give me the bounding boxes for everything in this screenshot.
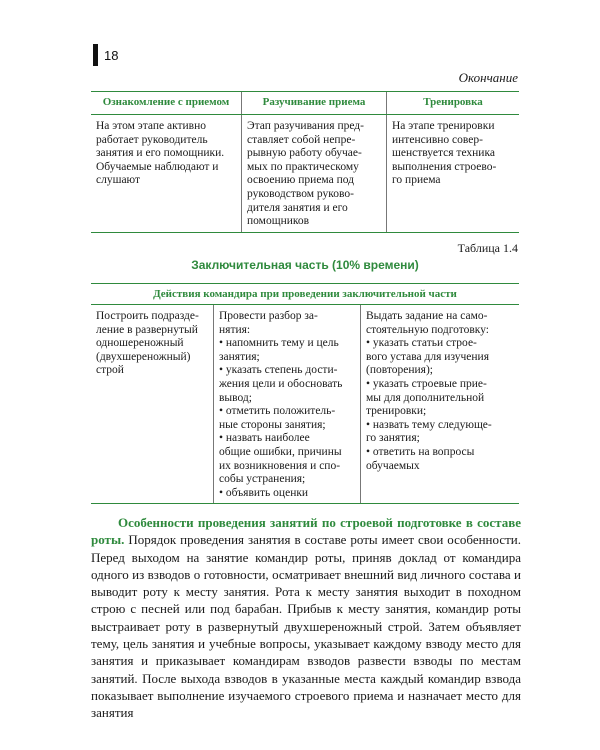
paragraph-text: Порядок проведения занятия в составе роты имеет свои особенности. Перед выходом на занятие командир роты, приняв доклад от командира одного из взводов о готовности, осматривает внешний вид личного состава и выводит роту к месту занятия. Рота к месту занятия выходит в походном строю с песней или под барабан. Прибыв к месту занятия, командир роты выстраивает роту в развернутый двухшереножный строй. Затем объявляет тему, цель занятия и учебные вопросы, указывает каждому взводу место для занятия и приказывает командирам взводов развести взводы по местам занятий. После выхода взводов в указанные места каждый командир взвода показывает выполнение изучаемого строевого приема и назначает место для занятия xyxy=(91,532,521,721)
page-header xyxy=(93,44,118,66)
table-header-row xyxy=(91,284,519,305)
table-row xyxy=(91,305,519,504)
header-bar xyxy=(93,44,98,66)
table-caption: Таблица 1.4 xyxy=(457,241,518,255)
continuation-label: Окончание xyxy=(458,70,518,85)
page-number: 18 xyxy=(104,47,119,63)
column-header: Ознакомление с приемом xyxy=(91,92,242,115)
table-cell: На этом этапе активно работает руководитель занятия и его помощники. Обучаемые наблюдают и слушают xyxy=(91,115,242,233)
column-header: Тренировка xyxy=(387,92,520,115)
table-header-row xyxy=(91,92,519,115)
final-part-table xyxy=(91,283,519,504)
table-row xyxy=(91,115,519,233)
table-cell: Выдать задание на само- стоятельную подготовку: • указать статьи строе- вого устава для изучения (повторения); • указать строевые прие- мы для дополнительной тренировки; • назвать тему следующе- го занятия; • ответить на вопросы обучаемых xyxy=(361,305,520,504)
table-cell: Построить подразде- ление в развернутый одношереножный (двухшереножный) строй xyxy=(91,305,214,504)
column-header: Разучивание приема xyxy=(242,92,387,115)
table-cell: На этапе тренировки интенсивно совер- шенствуется техника выполнения строево- го приема xyxy=(387,115,520,233)
table-title: Заключительная часть (10% времени) xyxy=(191,258,419,272)
table-header: Действия командира при проведении заключительной части xyxy=(91,284,519,305)
continuation-table xyxy=(91,91,519,233)
table-cell: Этап разучивания пред- ставляет собой непре- рывную работу обучае- мых по практическому освоению приема под руководством руково- дителя занятия и его помощников xyxy=(242,115,387,233)
table-cell: Провести разбор за- нятия: • напомнить тему и цель занятия; • указать степень дости- жения цели и обосновать вывод; • отметить положитель- ные стороны занятия; • назвать наиболее общие ошибки, причины их возникновения и спо- собы устранения; • объявить оценки xyxy=(214,305,361,504)
paragraph-lead: Особенности проведения занятий по строевой подготовке в составе роты. xyxy=(91,515,521,548)
body-paragraph xyxy=(91,514,521,722)
